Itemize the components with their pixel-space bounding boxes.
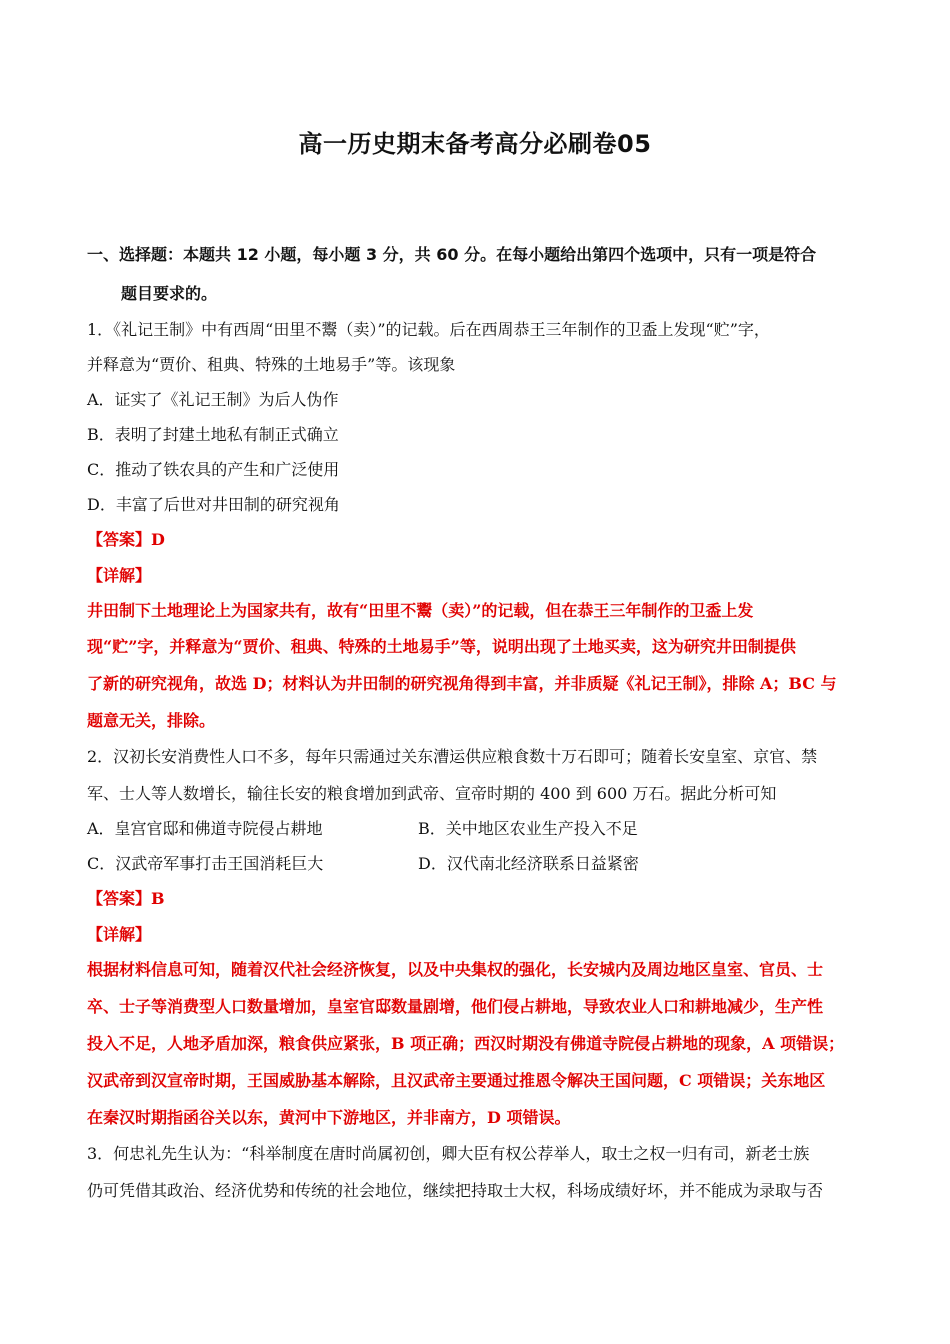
q2-answer: 【答案】B <box>87 889 165 908</box>
q2-option-a: A．皇宫官邸和佛道寺院侵占耕地 <box>87 819 323 838</box>
q2-detail: 投入不足，人地矛盾加深，粮食供应紧张，B 项正确；西汉时期没有佛道寺院侵占耕地的现象，A 项错误； <box>87 1034 845 1053</box>
q3-stem-cont: 仍可凭借其政治、经济优势和传统的社会地位，继续把持取士大权，科场成绩好坏，并不能成为录取与否 <box>87 1181 824 1200</box>
q1-stem: 1．《礼记王制》中有西周“田里不鬻（卖）”的记载。后在西周恭王三年制作的卫盉上发现“贮”字， <box>87 320 770 339</box>
q1-detail-label: 【详解】 <box>87 566 152 585</box>
q2-detail: 在秦汉时期指函谷关以东，黄河中下游地区，并非南方，D 项错误。 <box>87 1108 571 1127</box>
q2-option-b: B．关中地区农业生产投入不足 <box>418 819 638 838</box>
q2-detail: 根据材料信息可知，随着汉代社会经济恢复，以及中央集权的强化，长安城内及周边地区皇室、官员、士 <box>87 960 824 979</box>
q1-option-a: A．证实了《礼记王制》为后人伪作 <box>87 390 339 409</box>
q2-stem-cont: 军、士人等人数增长，输往长安的粮食增加到武帝、宣帝时期的 400 到 600 万石。据此分析可知 <box>87 784 777 803</box>
q1-option-c: C．推动了铁农具的产生和广泛使用 <box>87 460 340 479</box>
q2-option-d: D．汉代南北经济联系日益紧密 <box>418 854 639 873</box>
q2-option-c: C．汉武帝军事打击王国消耗巨大 <box>87 854 324 873</box>
q3-stem: 3．何忠礼先生认为：“科举制度在唐时尚属初创，卿大臣有权公荐举人，取士之权一归有司，新老士族 <box>87 1144 810 1163</box>
q1-option-b: B．表明了封建土地私有制正式确立 <box>87 425 339 444</box>
q1-option-d: D．丰富了后世对井田制的研究视角 <box>87 495 340 514</box>
q1-detail: 现“贮”字，并释意为“贾价、租典、特殊的土地易手”等，说明出现了土地买卖，这为研究井田制提供 <box>87 637 796 656</box>
q2-detail: 卒、士子等消费型人口数量增加，皇室官邸数量剧增，他们侵占耕地，导致农业人口和耕地减少，生产性 <box>87 997 824 1016</box>
q1-answer: 【答案】D <box>87 530 165 549</box>
q1-stem-cont: 并释意为“贾价、租典、特殊的土地易手”等。该现象 <box>87 355 456 374</box>
q1-detail: 了新的研究视角，故选 D；材料认为井田制的研究视角得到丰富，并非质疑《礼记王制》，排除 A；BC 与 <box>87 674 837 693</box>
section-heading: 一、选择题：本题共 12 小题，每小题 3 分，共 60 分。在每小题给出第四个选项中，只有一项是符合 <box>87 245 817 264</box>
q2-detail-label: 【详解】 <box>87 925 152 944</box>
q2-stem: 2．汉初长安消费性人口不多，每年只需通过关东漕运供应粮食数十万石即可；随着长安皇室、京官、禁 <box>87 747 818 766</box>
section-heading-cont: 题目要求的。 <box>121 284 218 303</box>
q2-detail: 汉武帝到汉宣帝时期，王国威胁基本解除，且汉武帝主要通过推恩令解决王国问题，C 项错误；关东地区 <box>87 1071 826 1090</box>
page-title: 高一历史期末备考高分必刷卷05 <box>298 130 652 158</box>
q1-detail: 井田制下土地理论上为国家共有，故有“田里不鬻（卖）”的记载，但在恭王三年制作的卫盉上发 <box>87 601 754 620</box>
q1-detail: 题意无关，排除。 <box>87 711 216 730</box>
